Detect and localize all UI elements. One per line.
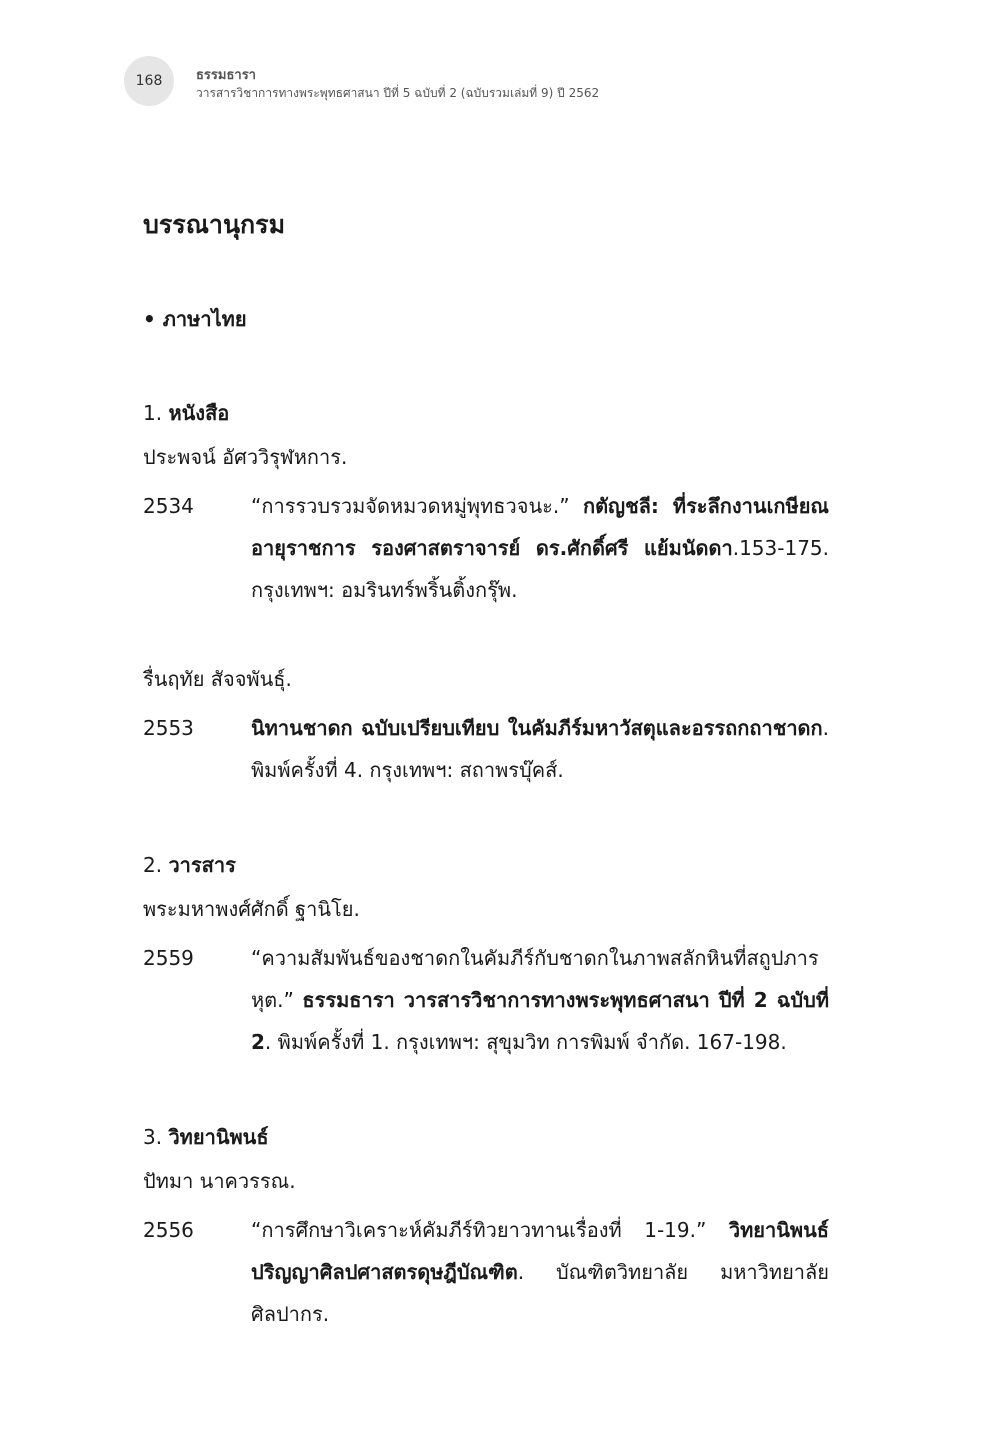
entry-year: 2553: [143, 716, 194, 740]
bibliography: [143, 205, 833, 1335]
entry-pre: “ความสัมพันธ์ของชาดกในคัมภีร์กับชาดกในภาพสลักหินที่สถูปภารหุต.”: [251, 946, 819, 1012]
section-title: วิทยานิพนธ์: [168, 1125, 269, 1149]
page-title: บรรณานุกรม: [143, 210, 286, 239]
journal-subtitle: วารสารวิชาการทางพระพุทธศาสนา ปีที่ 5 ฉบับที่ 2 (ฉบับรวมเล่มที่ 9) ปี 2562: [196, 86, 600, 100]
entry-author: พระมหาพงศ์ศักดิ์ ฐานิโย.: [143, 897, 360, 921]
entry-year: 2534: [143, 494, 194, 518]
section-heading-thesis: [143, 1121, 833, 1153]
bibliography-entry: [143, 707, 833, 791]
entry-author: ปัทมา นาควรรณ.: [143, 1169, 296, 1193]
entry-text: [251, 485, 829, 611]
language-heading: • ภาษาไทย: [143, 307, 247, 331]
section-title: หนังสือ: [168, 401, 230, 425]
bibliography-entry: [143, 937, 833, 1063]
entry-post: . พิมพ์ครั้งที่ 4. กรุงเทพฯ: สถาพรบุ๊คส์.: [251, 716, 829, 782]
journal-name: ธรรมธารา: [196, 68, 256, 83]
entry-text: [251, 707, 829, 791]
bibliography-entry: [143, 485, 833, 611]
entry-author: ประพจน์ อัศววิรุฬหการ.: [143, 445, 348, 469]
section-title: วารสาร: [168, 853, 236, 877]
entry-author: รื่นฤทัย สัจจพันธุ์.: [143, 667, 292, 691]
entry-text: [251, 1209, 829, 1335]
section-number: 3.: [143, 1125, 163, 1149]
bibliography-entry: [143, 1209, 833, 1335]
entry-bold-title: วิทยานิพนธ์ปริญญาศิลปศาสตรดุษฎีบัณฑิต: [251, 1218, 829, 1284]
section-number: 1.: [143, 401, 163, 425]
entry-bold-title: นิทานชาดก ฉบับเปรียบเทียบ ในคัมภีร์มหาวัสตุและอรรถกถาชาดก: [251, 716, 823, 740]
entry-pre: “การศึกษาวิเคราะห์คัมภีร์ทิวยาวทานเรื่องที่ 1-19.”: [251, 1218, 729, 1242]
section-number: 2.: [143, 853, 163, 877]
entry-text: [251, 937, 829, 1063]
entry-year: 2556: [143, 1218, 194, 1242]
entry-bold-title: กตัญชลี: ที่ระลึกงานเกษียณอายุราชการ รองศาสตราจารย์ ดร.ศักดิ์ศรี แย้มนัดดา: [251, 494, 829, 560]
entry-post: . พิมพ์ครั้งที่ 1. กรุงเทพฯ: สุขุมวิท การพิมพ์ จำกัด. 167-198.: [264, 1030, 787, 1054]
entry-pre: “การรวบรวมจัดหมวดหมู่พุทธวจนะ.”: [251, 494, 583, 518]
section-heading-books: [143, 397, 833, 429]
section-heading-journal: [143, 849, 833, 881]
page-number: 168: [124, 56, 174, 106]
entry-bold-title: ธรรมธารา วารสารวิชาการทางพระพุทธศาสนา ปีที่ 2 ฉบับที่ 2: [251, 988, 830, 1054]
entry-post: . บัณฑิตวิทยาลัย มหาวิทยาลัยศิลปากร.: [251, 1260, 829, 1326]
entry-year: 2559: [143, 946, 194, 970]
entry-post: .153-175. กรุงเทพฯ: อมรินทร์พริ้นติ้งกรุ๊พ.: [251, 536, 829, 602]
